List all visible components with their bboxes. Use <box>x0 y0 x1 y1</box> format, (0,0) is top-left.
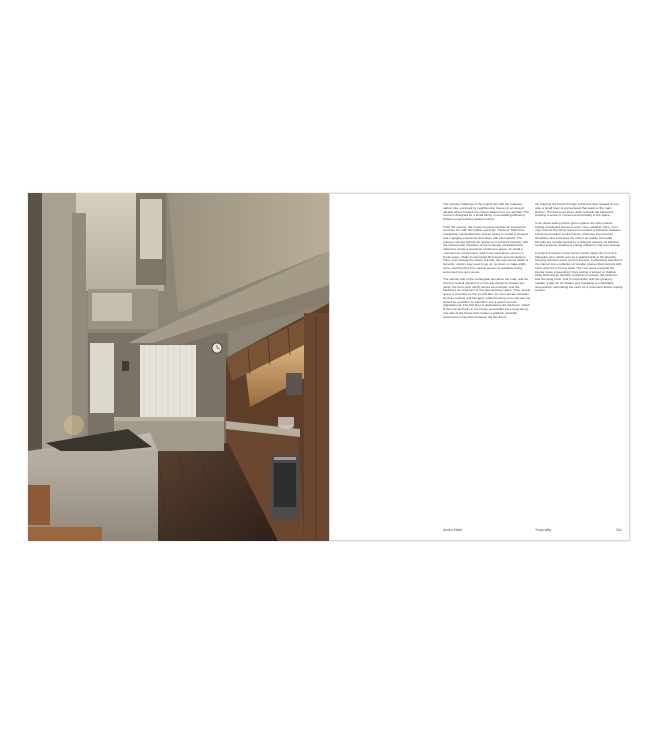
text-page <box>329 193 630 541</box>
paragraph: The narrow side of the rectangular site faces the road, and the house's vertical placement on the site therefore creates two yards: the front yard, which serves as a carport, and the backyard, an extension of the internal living space. Thus, ample space is provided on the ground floor for semi-private activities such as cooking and lounging, while the living room can also be closed by a partition to transform into a guest room for grandparents. The first floor is dedicated to the bedroom, which is the only bedroom in the house, accessible via a ramp along one side of the house that creates a gradual, vertically voluminous connection between the two floors. <box>443 277 531 319</box>
page-number: 161 <box>616 528 622 532</box>
paragraph: On entering the house through a discreet door located at one side, a small foyer is encountered that leads to the main kitchen. The floor level steps down towards the backyard, creating a sense of movement and fluidity in the space. <box>535 202 619 218</box>
book-spread <box>28 193 630 541</box>
text-column-right <box>535 203 623 297</box>
paragraph: A small interruption in the home's centre takes the form of a triangular pool, which acts as a spatial break in the linearity, bringing richness and a point of interest. It effectively transforms the interior into a collection of smaller spaces that interlock with each other from front to back. The cool stone expands the interior scale, presenting it from feeling cramped or shallow while fostering an intimate connection between the bedroom and the living room. And in conjunction with the greenery outside, it aids air circulation and maintains a comfortable temperature, eliminating the need for a prominent active cooling system. <box>535 250 623 293</box>
interior-photograph <box>28 193 329 541</box>
text-column-left <box>443 203 531 323</box>
paragraph: In an urban setting where green spaces are often scarce, having a backyard becomes even more valuable; here, it not only extends the living space but provides a transition between indoor and outdoor environments, promotes improved air circulation and enhances the indoor air quality. Its health benefits are complemented by a reduced reliance on artificial cooling systems, leading to energy efficiency and cost savings. <box>535 220 621 248</box>
paragraph: The primary challenge of the project lies with the relatively narrow site, enclosed by neighbouring houses in an area of Jakarta where houses are closely adjacent to one another. The house is designed for a small family, necessitating efficiency without compromising spatial comfort. <box>443 202 530 221</box>
footer-chapter: Tropicality <box>535 528 552 532</box>
paragraph: From the exterior, the house presents itself as an introverted concrete box with few visible openings. However, Matin has masterfully manipulated the interior space to create a dynamic and engaging experience that plays with perceptions. The primary concept behind the design is to enhance linearity, with the strong linear character of the rectangle celebrated and utilised to create a seamless continuous space. To avoid a monotonous environment, which can sometimes occur in a linear space, Matin incorporated floor levels and orientations. Thus, even though the space is linear, the experience within is dynamic: visitors may need to go up, go down or make slight turns, transforming from narrow spaces to suddenly being welcomed into open areas. <box>443 224 529 274</box>
footer-author: Andra Matin <box>443 528 463 532</box>
